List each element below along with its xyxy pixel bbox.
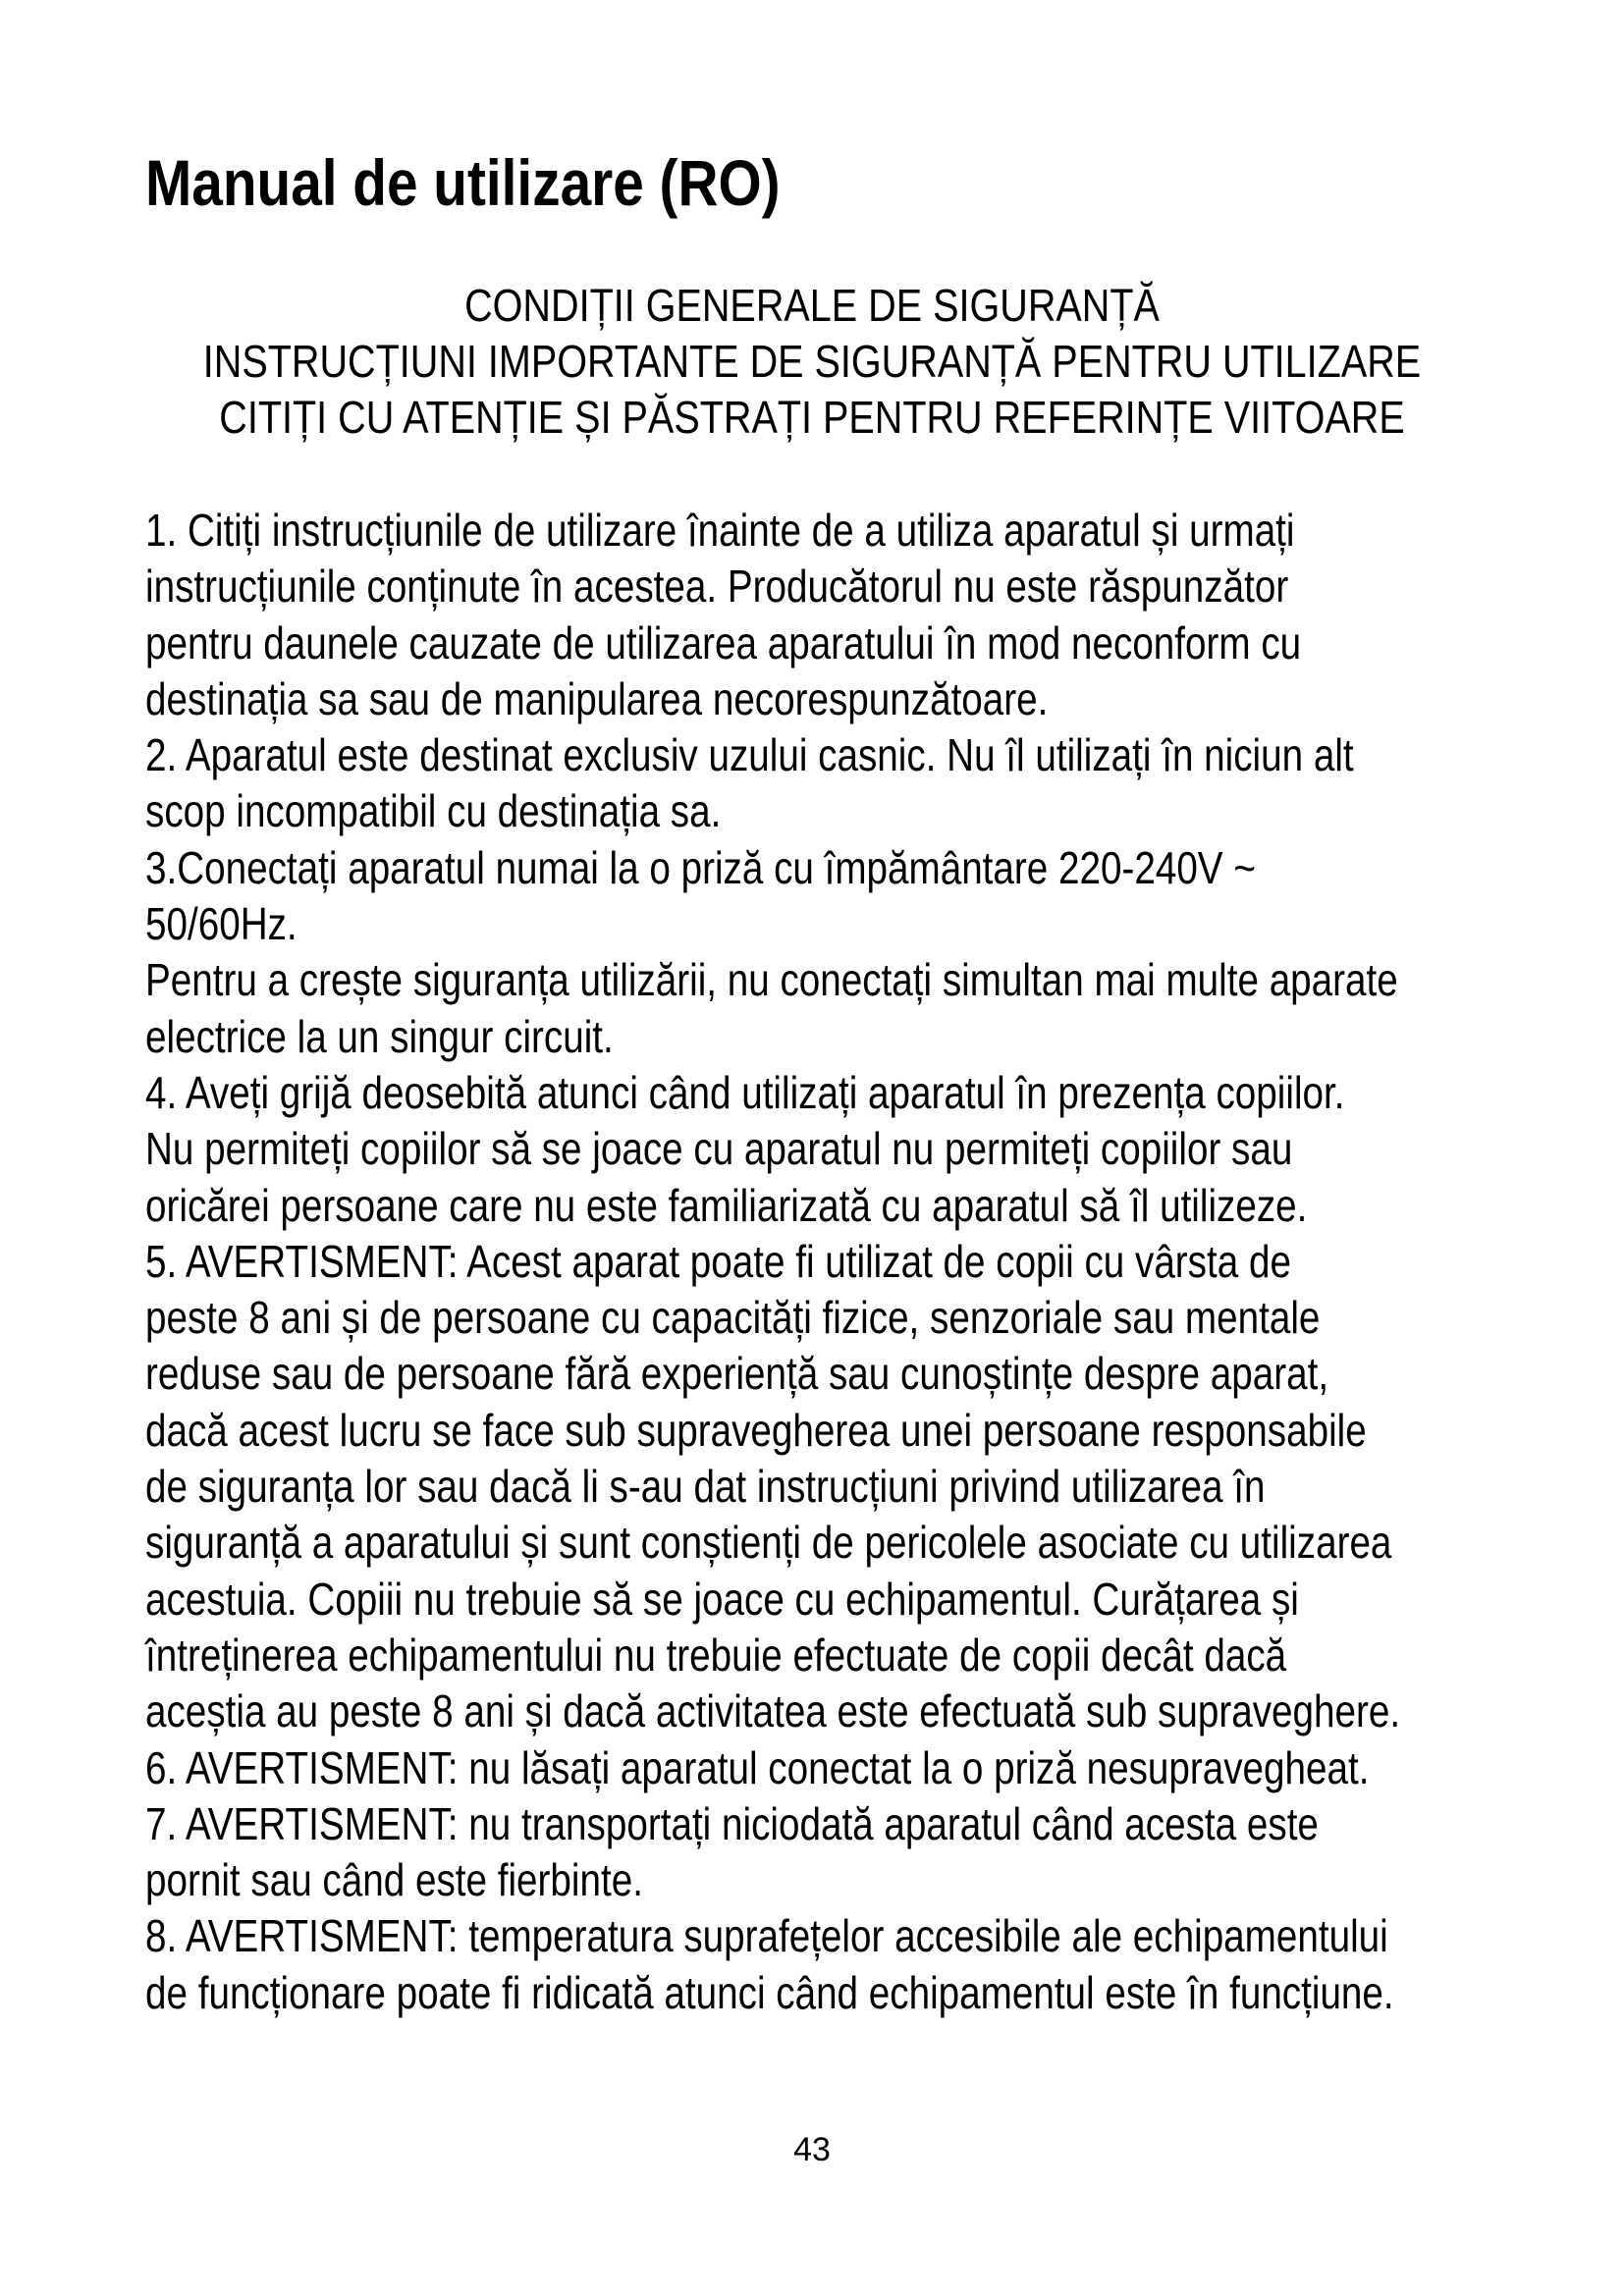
instruction-line: aceștia au peste 8 ani și dacă activitatea este efectuată sub supraveghere. (145, 1685, 1401, 1737)
instruction-line: 1. Citiți instrucțiunile de utilizare înainte de a utiliza aparatul și urmați (145, 505, 1295, 556)
safety-heading-line: CONDIȚII GENERALE DE SIGURANȚĂ (464, 280, 1160, 331)
instruction-line: de siguranța lor sau dacă li s-au dat instrucțiuni privind utilizarea în (145, 1461, 1266, 1513)
safety-heading-line: CITIȚI CU ATENȚIE ȘI PĂSTRAȚI PENTRU REFERINȚE VIITOARE (219, 392, 1405, 443)
instruction-line: întreținerea echipamentului nu trebuie efectuate de copii decât dacă (145, 1629, 1287, 1681)
instruction-line: 4. Aveți grijă deosebită atunci când utilizați aparatul în prezența copiilor. (145, 1066, 1345, 1118)
instruction-line: oricărei persoane care nu este familiarizată cu aparatul să îl utilizeze. (145, 1179, 1308, 1231)
safety-instructions (145, 503, 1520, 2021)
instruction-line: scop incompatibil cu destinația sa. (145, 785, 722, 837)
instruction-line: reduse sau de persoane fără experiență sau cunoștințe despre aparat, (145, 1348, 1329, 1400)
instruction-line: Pentru a crește siguranța utilizării, nu conectați simultan mai multe aparate (145, 954, 1398, 1006)
safety-heading (0, 278, 1624, 446)
instruction-line: pornit sau când este fierbinte. (145, 1854, 643, 1906)
instruction-line: instrucțiunile conținute în acestea. Producătorul nu este răspunzător (145, 561, 1289, 613)
instruction-line: acestuia. Copiii nu trebuie să se joace cu echipamentul. Curățarea și (145, 1573, 1299, 1625)
instruction-line: 5. AVERTISMENT: Acest aparat poate fi utilizat de copii cu vârsta de (145, 1235, 1291, 1287)
instruction-line: siguranță a aparatului și sunt conștienți de pericolele asociate cu utilizarea (145, 1517, 1392, 1569)
instruction-line: 6. AVERTISMENT: nu lăsați aparatul conectat la o priză nesupravegheat. (145, 1741, 1370, 1793)
instruction-line: pentru daunele cauzate de utilizarea aparatului în mod neconform cu (145, 616, 1302, 668)
instruction-line: electrice la un singur circuit. (145, 1010, 614, 1062)
instruction-line: 50/60Hz. (145, 898, 298, 950)
page-title: Manual de utilizare (RO) (145, 146, 781, 219)
instruction-line: 3.Conectați aparatul numai la o priză cu împământare 220-240V ~ (145, 841, 1256, 893)
instruction-line: destinația sa sau de manipularea necorespunzătoare. (145, 672, 1049, 724)
instruction-line: 2. Aparatul este destinat exclusiv uzului casnic. Nu îl utilizați în niciun alt (145, 729, 1354, 781)
instruction-line: dacă acest lucru se face sub supravegherea unei persoane responsabile (145, 1404, 1367, 1456)
safety-heading-line: INSTRUCȚIUNI IMPORTANTE DE SIGURANȚĂ PENTRU UTILIZARE (202, 336, 1422, 387)
instruction-line: 7. AVERTISMENT: nu transportați niciodată aparatul când acesta este (145, 1797, 1319, 1849)
instruction-line: de funcționare poate fi ridicată atunci când echipamentul este în funcțiune. (145, 1966, 1394, 2018)
instruction-line: 8. AVERTISMENT: temperatura suprafețelor accesibile ale echipamentului (145, 1910, 1388, 1962)
page-number: 43 (793, 2131, 831, 2168)
instruction-line: peste 8 ani și de persoane cu capacități fizice, senzoriale sau mentale (145, 1292, 1321, 1344)
instruction-line: Nu permiteți copiilor să se joace cu aparatul nu permiteți copiilor sau (145, 1123, 1293, 1175)
